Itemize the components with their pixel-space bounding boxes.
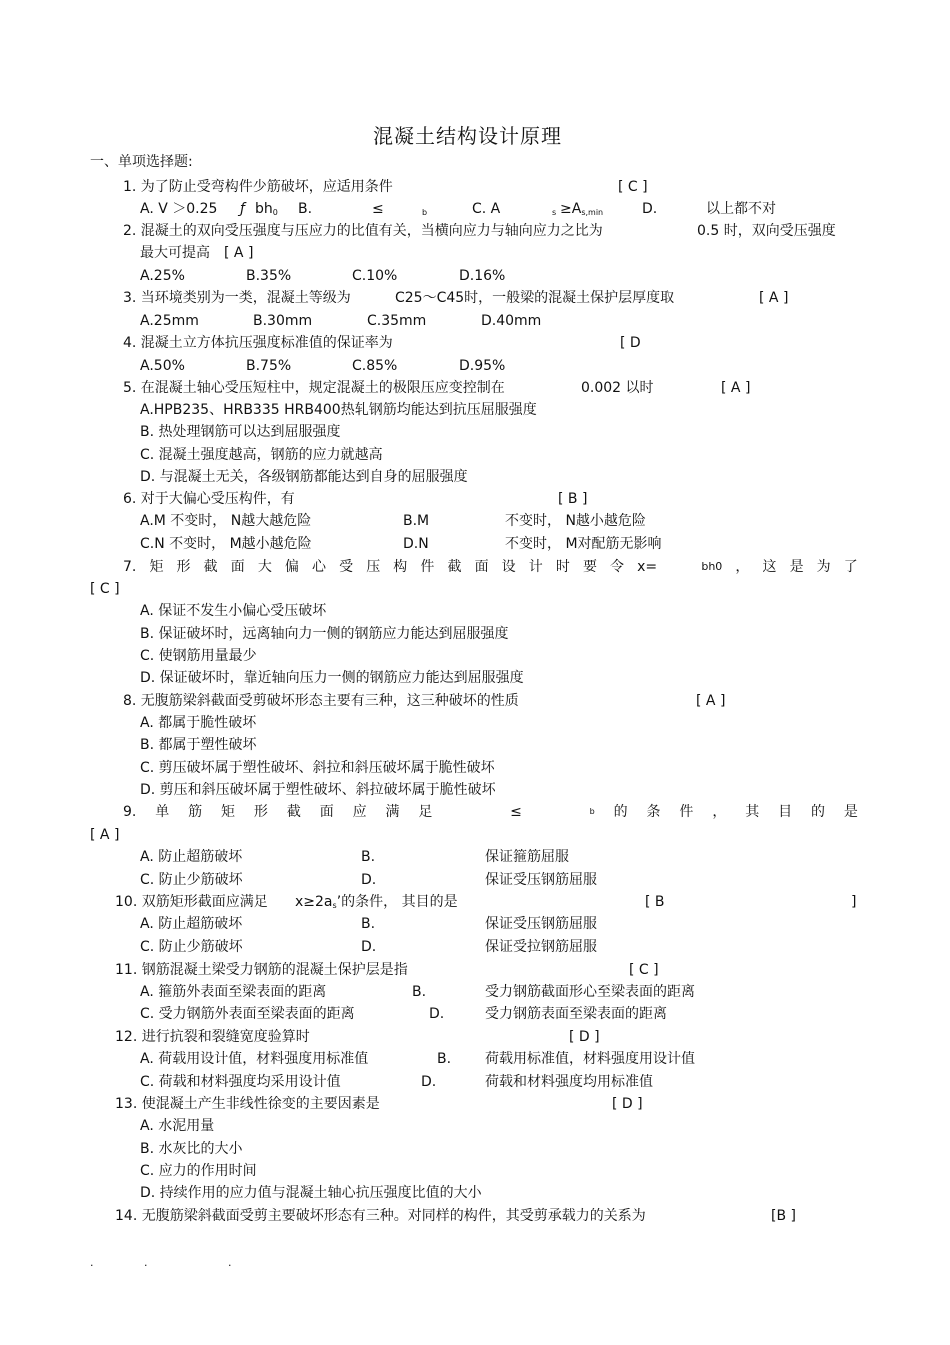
- question-3-options: [140, 311, 560, 331]
- answer-bracket: [ A ]: [224, 245, 254, 261]
- question-stem: 8. 无腹筋梁斜截面受剪破坏形态主要有三种，这三种破坏的性质: [123, 693, 519, 709]
- option-c: C. 受力钢筋外表面至梁表面的距离: [140, 1006, 355, 1022]
- option-a: A.25mm: [140, 313, 199, 329]
- question-1: [123, 177, 663, 197]
- option-b: B.: [361, 916, 376, 932]
- answer-bracket: [ C ]: [618, 179, 648, 195]
- option-a: A. 保证不发生小偏心受压破坏: [140, 603, 327, 619]
- question-14: [115, 1206, 815, 1226]
- option-c: C.85%: [352, 358, 398, 374]
- option-a: A. 荷载用设计值，材料强度用标准值: [140, 1051, 369, 1067]
- option-c: C.35mm: [367, 313, 427, 329]
- question-4-options: [140, 356, 560, 376]
- question-4: [123, 333, 663, 353]
- option-a-symbol: ƒ: [240, 201, 245, 217]
- option-d: D. 保证破坏时，靠近轴向压力一侧的钢筋应力能达到屈服强度: [140, 670, 524, 686]
- question-stem: 4. 混凝土立方体抗压强度标准值的保证率为: [123, 335, 393, 351]
- option-b: B.75%: [246, 358, 292, 374]
- question-7-stem: 7. 矩 形 截 面 大 偏 心 受 压 构 件 截 面 设 计 时 要 令 x= bh0 ， 这 是 为 了: [123, 559, 858, 575]
- page-title: 混凝土结构设计原理: [373, 124, 562, 148]
- answer-bracket: [ A ]: [696, 693, 726, 709]
- question-stem: 2. 混凝土的双向受压强度与压应力的比值有关，当横向应力与轴向应力之比为: [123, 223, 603, 239]
- question-stem: 6. 对于大偏心受压构件，有: [123, 491, 295, 507]
- question-5: [123, 378, 773, 398]
- option-b: B. 都属于塑性破坏: [140, 737, 257, 753]
- option-c: C. 使钢筋用量最少: [140, 648, 257, 664]
- option-b-sub: b: [422, 208, 428, 217]
- question-13: [115, 1094, 675, 1114]
- option-b-text: 不变时， N越小越危险: [505, 513, 646, 529]
- option-b: B. 保证破坏时，远离轴向力一侧的钢筋应力能达到屈服强度: [140, 626, 509, 642]
- question-11: [115, 960, 675, 980]
- option-c: C. 防止少筋破坏: [140, 939, 243, 955]
- option-c-sub: s: [552, 208, 557, 217]
- option-a: A. 都属于脆性破坏: [140, 715, 257, 731]
- option-d: D. 剪压和斜压破坏属于塑性破坏、斜拉破坏属于脆性破坏: [140, 782, 496, 798]
- answer-bracket-open: [ B: [645, 894, 665, 910]
- option-a: A.HPB235、HRB335 HRB400热轧钢筋均能达到抗压屈服强度: [140, 402, 537, 418]
- question-10-options-ab: [140, 914, 660, 934]
- question-10-options-cd: [140, 937, 660, 957]
- question-2: [123, 221, 853, 241]
- answer-bracket: [ D ]: [569, 1029, 600, 1045]
- option-a: A. 箍筋外表面至梁表面的距离: [140, 984, 327, 1000]
- option-b: B.: [361, 849, 376, 865]
- question-6-options-cd: [140, 534, 700, 554]
- option-d: D.N: [403, 536, 429, 552]
- question-stem: 10. 双筋矩形截面应满足: [115, 894, 268, 910]
- question-2-line2: [140, 243, 340, 263]
- question-stem: 14. 无腹筋梁斜截面受剪主要破坏形态有三种。对同样的构件，其受剪承载力的关系为: [115, 1208, 646, 1224]
- option-c: C. 防止少筋破坏: [140, 872, 243, 888]
- option-b-text: 保证受压钢筋屈服: [485, 916, 597, 932]
- answer-bracket: [ A ]: [759, 290, 789, 306]
- option-a-expr: $bh_0$: [255, 201, 278, 217]
- section-heading: 一、单项选择题:: [90, 154, 193, 170]
- option-d: D.: [361, 872, 377, 888]
- option-b-text: 受力钢筋截面形心至梁表面的距离: [485, 984, 695, 1000]
- document-page: 混凝土结构设计原理 一、单项选择题: 1. 为了防止受弯构件少筋破坏，应适用条件 [ C ] A. V ＞0.25 ƒ $bh_0$ B. ≤ b C. A s $\ge A_{s,min}$ D. 以上都不对 2. 混凝土的双向受压强度与压应力的比值有关，当横向应力与轴向应力之比为 0.5 时，双向受压强度 最大可提高 [ A ] A.25% B.35% C.10% D.16% 3. 当环境类别为一类，混凝土等级为 C25～C45时，一般梁的混凝土保护层厚度取 [ A ] A.25mm B.30mm C.35mm D.40mm 4. 混凝土立方体抗压强度标准值的保证率为 [ D A.50% B.75% C.85% D.95% 5. 在混凝土轴心受压短柱中，规定混凝土的极限压应变控制在 0.002 以时 [ A ] A.HPB235、HRB335 HRB400热轧钢筋均能达到抗压屈服强度 B. 热处理钢筋可以达到屈服强度 C. 混凝土强度越高，钢筋的应力就越高 D. 与混凝土无关，各级钢筋都能达到自身的屈服强度 6. 对于大偏心受压构件，有 [ B ] A.M 不变时， N越大越危险 B.M 不变时， N越小越危险 C.N 不变时， M越小越危险 D.N 不变时， M对配筋无影响 7. 矩 形 截 面 大 偏 心 受 压 构 件 截 面 设 计 时 要 令 x= bh0 ， 这 是 为 了 [ C ] A. 保证不发生小偏心受压破坏 B. 保证破坏时，远离轴向力一侧的钢筋应力能达到屈服强度 C. 使钢筋用量最少 D. 保证破坏时，靠近轴向压力一侧的钢筋应力能达到屈服强度 8. 无腹筋梁斜截面受剪破坏形态主要有三种，这三种破坏的性质 [ A ] A. 都属于脆性破坏 B. 都属于塑性破坏 C. 剪压破坏属于塑性破坏、斜拉和斜压破坏属于脆性破坏 D. 剪压和斜压破坏属于塑性破坏、斜拉破坏属于脆性破坏 9. 单 筋 矩 形 截 面 应 满 足 ≤ b 的 条 件 ， 其 目 的 是 [ A ] A. 防止超筋破坏 B. 保证箍筋屈服 C. 防止少筋破坏 D. 保证受压钢筋屈服 10. 双筋矩形截面应满足 $x\ge 2a_s$’的条件， 其目的是 [ B ] A. 防止超筋破坏 B. 保证受压钢筋屈服 C. 防止少筋破坏 D. 保证受拉钢筋屈服 11. 钢筋混凝土梁受力钢筋的混凝土保护层是指 [ C ] A. 箍筋外表面至梁表面的距离 B. 受力钢筋截面形心至梁表面的距离 C. 受力钢筋外表面至梁表面的距离 D. 受力钢筋表面至梁表面的距离 12. 进行抗裂和裂缝宽度验算时 [ D ] A. 荷载用设计值，材料强度用标准值 B. 荷载用标准值，材料强度用设计值 C. 荷载和材料强度均采用设计值 D. 荷载和材料强度均用标准值 13. 使混凝土产生非线性徐变的主要因素是 [ D ] A. 水泥用量 B. 水灰比的大小 C. 应力的作用时间 D. 持续作用的应力值与混凝土轴心抗压强度比值的大小 14. 无腹筋梁斜截面受剪主要破坏形态有三种。对同样的构件，其受剪承载力的关系为 [B ] . . .: [0, 0, 950, 1345]
- question-12-options-cd: [140, 1072, 720, 1092]
- question-stem: 5. 在混凝土轴心受压短柱中，规定混凝土的极限压应变控制在: [123, 380, 505, 396]
- option-d-text: 保证受压钢筋屈服: [485, 872, 597, 888]
- option-b-text: 荷载用标准值，材料强度用设计值: [485, 1051, 695, 1067]
- option-c: C. 剪压破坏属于塑性破坏、斜拉和斜压破坏属于脆性破坏: [140, 760, 495, 776]
- option-a: A. 防止超筋破坏: [140, 916, 243, 932]
- question-stem-grade: C25～C45时，一般梁的混凝土保护层厚度取: [395, 290, 675, 306]
- option-d: D. 与混凝土无关，各级钢筋都能达到自身的屈服强度: [140, 469, 468, 485]
- question-stem: 13. 使混凝土产生非线性徐变的主要因素是: [115, 1096, 380, 1112]
- option-b: B.30mm: [253, 313, 313, 329]
- option-d-text: 不变时， M对配筋无影响: [505, 536, 662, 552]
- option-a: A.M 不变时， N越大越危险: [140, 513, 312, 529]
- option-b: B.: [437, 1051, 452, 1067]
- answer-bracket: [ D ]: [612, 1096, 643, 1112]
- option-b: B.35%: [246, 268, 292, 284]
- option-d-text: 受力钢筋表面至梁表面的距离: [485, 1006, 667, 1022]
- answer-bracket: [ B ]: [558, 491, 588, 507]
- question-9-stem: 9. 单 筋 矩 形 截 面 应 满 足 ≤ b 的 条 件 ， 其 目 的 是: [123, 804, 858, 820]
- question-stem-value: 0.5 时，双向受压强度: [697, 223, 836, 239]
- question-6: [123, 489, 603, 509]
- option-d-text: 保证受拉钢筋屈服: [485, 939, 597, 955]
- question-9-options-ab: [140, 847, 660, 867]
- option-d: D. 持续作用的应力值与混凝土轴心抗压强度比值的大小: [140, 1185, 482, 1201]
- question-2-options: [140, 266, 560, 286]
- answer-bracket: [ A ]: [721, 380, 751, 396]
- option-a: A. 水泥用量: [140, 1118, 215, 1134]
- question-1-options: [140, 199, 790, 219]
- option-c: C.N 不变时， M越小越危险: [140, 536, 312, 552]
- option-b: B. 热处理钢筋可以达到屈服强度: [140, 424, 341, 440]
- option-c-expr: $\ge A_{s,min}$: [560, 201, 604, 217]
- answer-bracket: [B ]: [771, 1208, 796, 1224]
- question-12: [115, 1027, 635, 1047]
- option-d: D.16%: [459, 268, 506, 284]
- question-stem: 11. 钢筋混凝土梁受力钢筋的混凝土保护层是指: [115, 962, 408, 978]
- option-c: C. A: [472, 201, 501, 217]
- option-c: C.10%: [352, 268, 398, 284]
- option-d-text: 荷载和材料强度均用标准值: [485, 1074, 653, 1090]
- question-8: [123, 691, 743, 711]
- option-d: D.: [429, 1006, 445, 1022]
- option-d-text: 以上都不对: [706, 201, 776, 217]
- option-d: D.40mm: [481, 313, 542, 329]
- question-stem-cont: 最大可提高: [140, 245, 210, 261]
- option-b-text: 保证箍筋屈服: [485, 849, 569, 865]
- option-d: D.: [361, 939, 377, 955]
- option-d: D.: [421, 1074, 437, 1090]
- option-b-symbol: ≤: [372, 201, 384, 217]
- answer-bracket: [ D: [620, 335, 641, 351]
- option-d: D.: [642, 201, 658, 217]
- option-a: A.50%: [140, 358, 185, 374]
- question-11-options-cd: [140, 1004, 720, 1024]
- option-c: C. 混凝土强度越高，钢筋的应力就越高: [140, 447, 383, 463]
- question-10: [115, 892, 860, 912]
- question-11-options-ab: [140, 982, 720, 1002]
- option-b: B.M: [403, 513, 430, 529]
- question-9-options-cd: [140, 870, 660, 890]
- question-stem: 12. 进行抗裂和裂缝宽度验算时: [115, 1029, 310, 1045]
- option-c: C. 应力的作用时间: [140, 1163, 257, 1179]
- option-a: A. V ＞0.25: [140, 201, 218, 217]
- question-condition: $x\ge 2a_s$’的条件， 其目的是: [295, 894, 458, 910]
- question-stem: 1. 为了防止受弯构件少筋破坏，应适用条件: [123, 179, 393, 195]
- answer-bracket: [ A ]: [90, 827, 120, 843]
- option-a: A.25%: [140, 268, 185, 284]
- answer-bracket: [ C ]: [629, 962, 659, 978]
- question-3: [123, 288, 803, 308]
- question-stem: 3. 当环境类别为一类，混凝土等级为: [123, 290, 351, 306]
- option-b: B.: [412, 984, 427, 1000]
- answer-bracket: [ C ]: [90, 581, 120, 597]
- question-12-options-ab: [140, 1049, 720, 1069]
- option-b: B. 水灰比的大小: [140, 1141, 243, 1157]
- option-c: C. 荷载和材料强度均采用设计值: [140, 1074, 341, 1090]
- option-d: D.95%: [459, 358, 506, 374]
- question-6-options-ab: [140, 511, 700, 531]
- option-a: A. 防止超筋破坏: [140, 849, 243, 865]
- question-stem-value: 0.002 以时: [581, 380, 654, 396]
- answer-bracket-close: ]: [851, 894, 857, 910]
- option-b: B.: [298, 201, 313, 217]
